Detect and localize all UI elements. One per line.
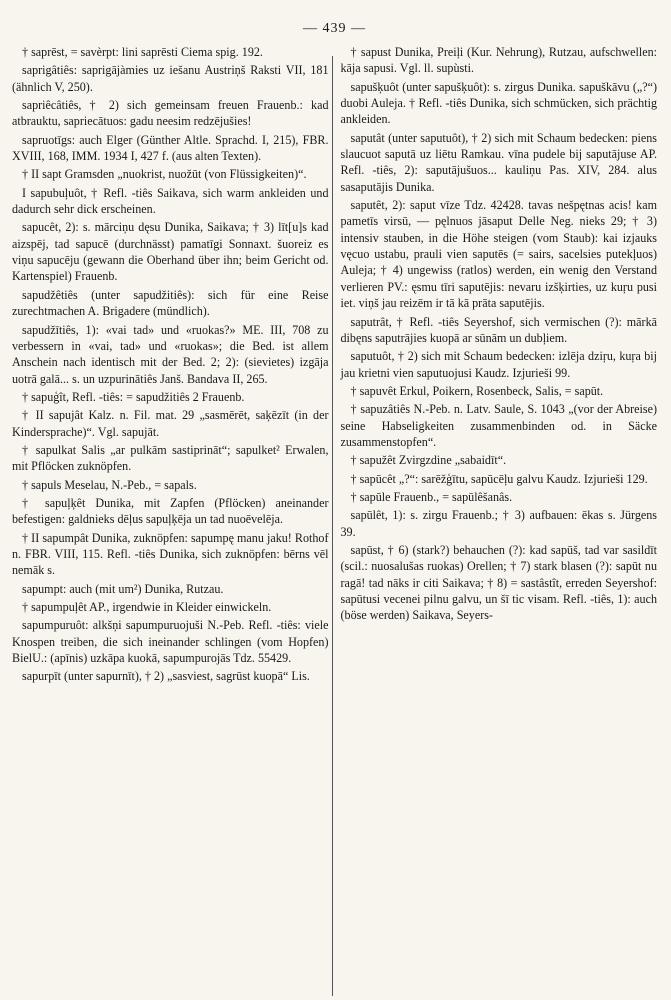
right-column [341, 44, 658, 626]
dictionary-entry: sapudžītiês, 1): «vai tad» und «ruokas?» ME. III, 708 zu verbessern in «vai, tad» und «ruokas»; die Bed. ist allem Anschein nach identisch mit der Bed. 2; 2): (sievietes) izgāja uotrā galā... s. un uzpurinātiês Janš. Bandava II, 265. [12, 322, 329, 386]
dictionary-entry: † II sapujât Kalz. n. Fil. mat. 29 „sasmērēt, saķēzīt (in der Kindersprache)“. Vgl. sapujāt. [12, 408, 329, 439]
dictionary-entry: I sapubuļuôt, † Refl. -tiês Saikava, sich warm ankleiden und dadurch sehr dick erscheinen. [12, 185, 329, 217]
dictionary-entry: † saprēst, = savèrpt: lini saprēsti Ciema spig. 192. [22, 45, 263, 59]
dictionary-entry: saputât (unter saputuôt), † 2) sich mit Schaum bedecken: piens slaucuot saputā uz liētu Ramkau. vīna pudele bij saputājuse AP. Refl. -tiês, 2): saputājušuos... kauliņu Pas. XIV, 284. alus sasaputājis Dunika. [340, 130, 657, 194]
dictionary-entry: † sapūcêt „?“: sarēžģītu, sapūcēļu galvu Kaudz. Izjurieši 129. [350, 471, 648, 486]
dictionary-entry: sapūlêt, 1): s. zirgu Frauenb.; † 3) aufbauen: ēkas s. Jürgens 39. [340, 508, 657, 539]
dictionary-entry: † sapuls Meselau, N.-Peb., = sapals. [22, 477, 197, 492]
dictionary-entry: † sapumpuļêt AP., irgendwie in Kleider einwickeln. [22, 600, 272, 614]
dictionary-entry: sapušķuôt (unter sapušķuôt): s. zirgus Dunika. sapuškāvu („?“) duobi Auleja. † Refl. -tiês Dunika, sich schmücken, sich prächtig ankleiden. [340, 79, 657, 127]
dictionary-entry: sapriêcâtiês, † 2) sich gemeinsam freuen Frauenb.: kad atbrauktu, sapriecātuos: gadu neesim redzējušies! [12, 98, 329, 129]
dictionary-entry: † sapūle Frauenb., = sapūlêšanâs. [350, 489, 513, 504]
dictionary-entry: sapudžêtiês (unter sapudžitiês): sich für eine Reise zurechtmachen A. Brigadere (mündlich). [12, 287, 329, 319]
dictionary-entry: saputêt, 2): saput vīze Tdz. 42428. tavas nešpętnas acis! kam pametīs virsū, — pęlnuos jāsaput Delle Neg. nieks 29; † 3) intensiv stauben, in die Höhe steigen (vom Staub): kai izjauks vęcuo ustabu, prauli vien saputēs (= sairs, sacelsies putekļuos) Auleja; † 4) ungewiss (ratlos) werden, ein wenig den Verstand verlieren PV.: ęsmu tīri saputējis: nevaru izšķirties, uz kuŗu pusi iet. viņš jau reizēm ir tā kā prāta saputējis. [340, 198, 657, 311]
column-divider [332, 56, 333, 996]
dictionary-entry: † sapulkat Salis „ar pulkām sastiprināt“; sapulket² Erwalen, mit Pflöcken zuknöpfen. [12, 442, 329, 474]
dictionary-entry: sapruotīgs: auch Elger (Günther Altle. Sprachd. I, 215), FBR. XVIII, 168, IMM. 1934 I, 427 f. (aus alten Texten). [12, 132, 329, 164]
dictionary-entry: † sapužêt Zvirgzdine „sabaidīt“. [350, 453, 507, 468]
dictionary-entry: saputrât, † Refl. -tiês Seyershof, sich vermischen (?): mārkā dibęns saputrājies kuopā ar sūnām un dubļiem. [340, 314, 657, 345]
dictionary-entry: sapumpt: auch (mit um²) Dunika, Rutzau. [22, 581, 224, 596]
dictionary-entry: † sapuļķêt Dunika, mit Zapfen (Pflöcken) aneinander befestigen: galdnieks dēļus sapuļķēja un tad nuoēvelēja. [12, 495, 329, 527]
dictionary-entry: † sapuzâtiês N.-Peb. n. Latv. Saule, S. 1043 „(vor der Abreise) seine Habseligkeiten zusammenbinden od. in Säcke zusammenstopfen“. [340, 402, 657, 449]
dictionary-entry: saputuôt, † 2) sich mit Schaum bedecken: izlēja dziŗu, kuŗa bij jau krietni vien saputuojusi Kaudz. Izjurieši 99. [340, 349, 657, 380]
dictionary-entry: sapurpīt (unter sapurnīt), † 2) „sasviest, sagrūst kuopā“ Lis. [22, 669, 310, 684]
dictionary-entry: † sapuvêt Erkul, Poikern, Rosenbeck, Salis, = sapūt. [350, 383, 604, 398]
dictionary-entry: † sapust Dunika, Preiļi (Kur. Nehrung), Rutzau, aufschwellen: kāja sapusi. Vgl. ll. supùsti. [340, 45, 657, 76]
dictionary-entry: sapucêt, 2): s. mārciņu dęsu Dunika, Saikava; † 3) līt[u]s kad aizspēj, tad sapucē (durchnässt) pamatīgi Sonnaxt. šuoreiz es viņu sapucēju (gewann die Oberhand über ihn; beim Gericht od. Kartenspiel) Frauenb. [12, 220, 329, 284]
dictionary-entry: † sapuģît, Refl. -tiês: = sapudžitiês 2 Frauenb. [22, 389, 245, 404]
left-column [12, 44, 329, 687]
dictionary-entry: saprigâtiês: saprigājàmies uz iešanu Austriņš Raksti VII, 181 (ähnlich V, 250). [12, 63, 329, 94]
dictionary-entry: sapumpuruôt: alkšņi sapumpuruojuši N.-Peb. Refl. -tiês: viele Knospen treiben, die sich ineinander schlingen (vom Hopfen) BielU.: (apīnis) uzkāpa kuokā, sapumpurojās Tdz. 55429. [12, 618, 329, 666]
dictionary-entry: † II sapumpât Dunika, zuknöpfen: sapumpę manu jaku! Rothof n. FBR. VIII, 115. Refl. -tiês Dunika, sich zuknöpfen: bērns vēl nemāk s. [12, 530, 329, 578]
page-number: — 439 — [303, 21, 366, 36]
dictionary-entry: † II sapt Gramsden „nuokrist, nuožūt (von Flüssigkeiten)“. [22, 167, 307, 182]
dictionary-entry: sapūst, † 6) (stark?) behauchen (?): kad sapūš, tad var sasildīt (scil.: nuosalušas ruokas) Orellen; † 7) stark blasen (?): sapūt nu ragā! tad nāks ir citi Saikava; † 8) = sastâstît, erreden Seyershof: sapūtusi vecenei pilnu galvu, un šī tic visam. Refl. -tiês, 1): auch (böse werden) Saikava, Seyers- [340, 542, 657, 623]
